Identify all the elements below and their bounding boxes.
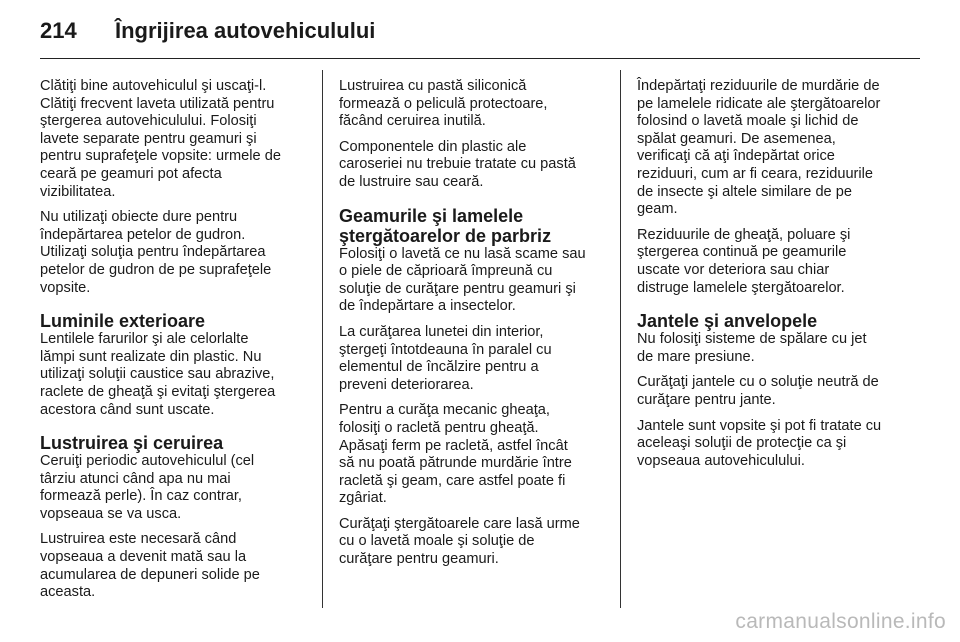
text-column-2 — [339, 78, 605, 577]
paragraph: Pentru a curăţa mecanic gheaţa, folosiţi o racletă pentru gheaţă. Apăsaţi ferm pe racletă, astfel încât să nu poată pătrunde murdărie între racletă şi geam, care astfel poate fi zgâriat. — [339, 402, 572, 507]
section-heading-exterior-lights: Luminile exterioare — [40, 311, 206, 332]
section-heading-polishing-waxing: Lustruirea şi ceruirea — [40, 433, 224, 454]
section-heading-windows-wipers: Geamurile şi lamelele ştergătoarelor de parbriz — [339, 205, 552, 246]
paragraph: Lustruirea este necesară când vopseaua a devenit mată sau la acumularea de depuneri solide pe aceasta. — [40, 531, 260, 601]
section-heading-wheels-tyres: Jantele şi anvelopele — [637, 311, 818, 332]
paragraph: Nu utilizaţi obiecte dure pentru îndepărtarea petelor de gudron. Utilizaţi soluţia pentru îndepărtarea petelor de gudron de pe suprafeţele vopsite. — [40, 209, 272, 296]
text-column-3 — [637, 78, 905, 478]
paragraph: Ceruiţi periodic autovehiculul (cel târziu atunci când apa nu mai formează perle). În caz contrar, vopseaua se va usca. — [40, 453, 255, 522]
column-divider — [620, 70, 621, 608]
paragraph: La curăţarea lunetei din interior, ştergeţi întotdeauna în paralel cu elementul de încălzire pentru a preveni deteriorarea. — [339, 323, 552, 393]
paragraph: Lentilele farurilor şi ale celorlalte lămpi sunt realizate din plastic. Nu utilizaţi soluţii caustice sau abrazive, raclete de gheaţă şi evitaţi ştergerea acestora când sunt uscate. — [40, 331, 276, 418]
paragraph: Clătiţi bine autovehiculul şi uscaţi-l. Clătiţi frecvent laveta utilizată pentru ştergerea autovehiculului. Folosiţi lavete separate pentru geamuri şi pentru suprafeţele vopsite: urmele de ceară pe geamuri pot afecta vizibilitatea. — [40, 78, 281, 200]
paragraph: Curăţaţi ştergătoarele care lasă urme cu o lavetă moale şi soluţie de curăţare pentru geamuri. — [339, 515, 580, 568]
paragraph: Folosiţi o lavetă ce nu lasă scame sau o piele de căprioară împreună cu soluţie de curăţare pentru geamuri şi de îndepărtare a insectelor. — [339, 245, 586, 315]
paragraph: Nu folosiţi sisteme de spălare cu jet de mare presiune. — [637, 331, 867, 365]
paragraph: Lustruirea cu pastă siliconică formează o peliculă protectoare, făcând ceruirea inutilă. — [339, 78, 548, 130]
paragraph: Îndepărtaţi reziduurile de murdărie de pe lamelele ridicate ale ştergătoarelor folosind o lavetă moale şi lichid de spălat geamuri. De asemenea, verificaţi că aţi îndepărtat orice reziduuri, cum ar fi ceara, reziduurile de insecte şi altele similare de pe geam. — [637, 78, 881, 218]
paragraph: Reziduurile de gheaţă, poluare şi ştergerea continuă pe geamurile uscate vor deteriora sau chiar distruge lamelele ştergătoarelor. — [637, 226, 851, 296]
page-header — [40, 14, 920, 59]
watermark: carmanualsonline.info — [735, 610, 946, 633]
text-column-1 — [40, 78, 312, 610]
paragraph: Componentele din plastic ale caroseriei nu trebuie tratate cu pastă de lustruire sau ceară. — [339, 138, 576, 190]
paragraph: Curăţaţi jantele cu o soluţie neutră de curăţare pentru jante. — [637, 374, 879, 408]
page-number: 214 — [40, 18, 77, 43]
column-divider — [322, 70, 323, 608]
paragraph: Jantele sunt vopsite şi pot fi tratate cu aceleaşi soluţii de protecţie ca şi vopseaua autovehiculului. — [637, 417, 882, 469]
chapter-title: Îngrijirea autovehiculului — [115, 18, 376, 43]
